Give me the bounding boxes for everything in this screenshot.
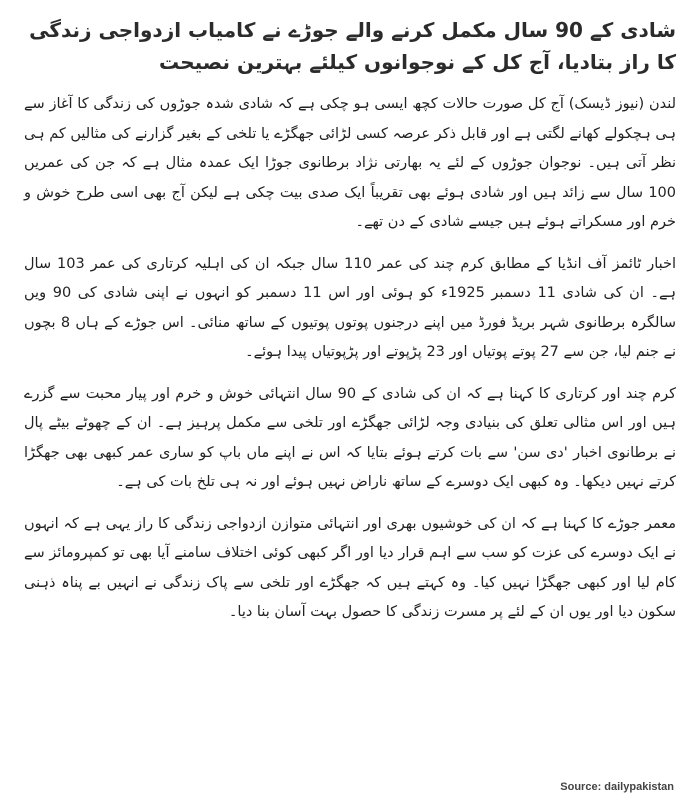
- article-paragraph-1: لندن (نیوز ڈیسک) آج کل صورت حالات کچھ ایسی ہو چکی ہے کہ شادی شدہ جوڑوں کی زندگی کا آغاز سے ہی ہچکولے کھانے لگتی ہے اور قابل ذکر عرصہ کسی لڑائی جھگڑے یا تلخی کے بغیر گزارنے کی مثالیں کم ہی نظر آتی ہیں۔ نوجوان جوڑوں کے لئے یہ بھارتی نژاد برطانوی جوڑا ایک عمدہ مثال ہے کہ جن کی عمریں 100 سال سے زائد ہیں اور شادی ہوئے بھی تقریباً ایک صدی بیت چکی ہے لیکن آج بھی اسی طرح خوش و خرم اور مسکراتے ہوئے ہیں جیسے شادی کے دن تھے۔: [24, 96, 676, 230]
- article-paragraph-3: کرم چند اور کرتاری کا کہنا ہے کہ ان کی شادی کے 90 سال انتہائی خوش و خرم اور پیار محبت سے گزرے ہیں اور اس مثالی تعلق کی بنیادی وجہ لڑائی جھگڑے اور تلخی سے مکمل پرہیز ہے۔ ان کے چھوٹے بیٹے پال نے برطانوی اخبار 'دی سن' سے بات کرتے ہوئے بتایا کہ اس نے اپنے ماں باپ کو ساری عمر کبھی بھی جھگڑا کرتے نہیں دیکھا۔ وہ کبھی ایک دوسرے کے ساتھ ناراض نہیں ہوئے اور نہ ہی تلخ بات کی ہے۔: [24, 385, 677, 490]
- source-credit: Source: dailypakistan: [560, 781, 674, 793]
- article-headline: شادی کے 90 سال مکمل کرنے والے جوڑے نے کامیاب ازدواجی زندگی کا راز بتادیا، آج کل کے نوجوانوں کیلئے بہترین نصیحت: [29, 18, 676, 74]
- article-body: [24, 90, 676, 628]
- article-paragraph-2: اخبار ٹائمز آف انڈیا کے مطابق کرم چند کی عمر 110 سال جبکہ ان کی اہلیہ کرتاری کی عمر 103 سال ہے۔ ان کی شادی 11 دسمبر 1925ء کو ہوئی اور اس 11 دسمبر کو انہوں نے اپنی شادی کی 90 ویں سالگرہ برطانوی شہر بریڈ فورڈ میں اپنے درجنوں پوتوں پوتیوں کے ساتھ منائی۔ اس جوڑے کے ہاں 8 بچوں نے جنم لیا، جن سے 27 پوتے پوتیاں اور 23 پڑپوتے اور پڑپوتیاں پیدا ہوئے۔: [24, 255, 676, 360]
- article-paragraph-4: معمر جوڑے کا کہنا ہے کہ ان کی خوشیوں بھری اور انتہائی متوازن ازدواجی زندگی کا راز یہی ہے کہ انہوں نے ایک دوسرے کی عزت کو سب سے اہم قرار دیا اور اگر کبھی کوئی اختلاف سامنے آیا بھی تو کمپرومائز سے کام لیا اور کبھی جھگڑا نہیں کیا۔ وہ کہتے ہیں کہ جھگڑے اور تلخی سے پاک زندگی نے انہیں بے پناہ ذہنی سکون دیا اور یوں ان کے لئے پر مسرت زندگی کا حصول بہت آسان بنا دیا۔: [24, 515, 676, 620]
